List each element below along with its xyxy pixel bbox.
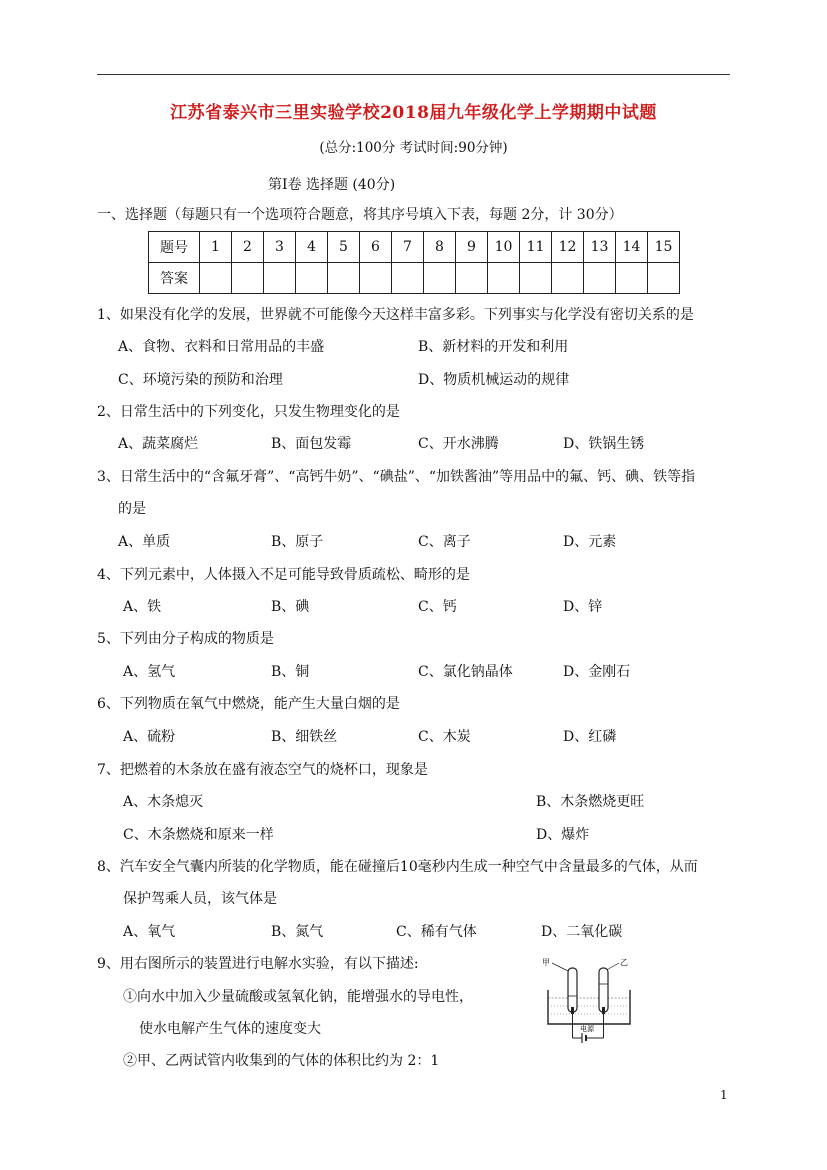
answer-cell[interactable] xyxy=(328,263,360,294)
question-number-cell: 4 xyxy=(296,232,328,263)
question-number-cell: 13 xyxy=(584,232,616,263)
option-c: C、环境污染的预防和治理 xyxy=(118,372,283,388)
answer-cell[interactable] xyxy=(584,263,616,294)
question-number-cell: 11 xyxy=(520,232,552,263)
table-row-label: 答案 xyxy=(149,263,200,294)
option-c: C、木条燃烧和原来一样 xyxy=(123,827,274,843)
question-number-cell: 1 xyxy=(200,232,232,263)
option-a: A、铁 xyxy=(123,599,162,615)
statement-1: ①向水中加入少量硫酸或氢氧化钠，能增强水的导电性， xyxy=(123,989,473,1005)
question-stem: 1、如果没有化学的发展，世界就不可能像今天这样丰富多彩。下列事实与化学没有密切关系的是 xyxy=(97,307,694,323)
tube-label-left: 甲 xyxy=(542,958,550,967)
answer-cell[interactable] xyxy=(616,263,648,294)
page-number: 1 xyxy=(720,1088,728,1102)
answer-cell[interactable] xyxy=(360,263,392,294)
question-number-cell: 3 xyxy=(264,232,296,263)
option-b: B、碘 xyxy=(271,599,310,615)
option-d: D、二氧化碳 xyxy=(541,924,623,940)
question-stem: 7、把燃着的木条放在盛有液态空气的烧杯口，现象是 xyxy=(97,762,428,778)
option-c: C、木炭 xyxy=(418,729,471,745)
section-heading: 第Ⅰ卷 选择题 (40分) xyxy=(268,177,396,193)
question-stem-continued: 的是 xyxy=(118,501,146,517)
option-c: C、氯化钠晶体 xyxy=(418,664,513,680)
question-number-cell: 6 xyxy=(360,232,392,263)
table-row xyxy=(149,232,680,263)
option-d: D、红磷 xyxy=(563,729,617,745)
question-number-cell: 5 xyxy=(328,232,360,263)
beaker xyxy=(548,990,630,1024)
option-a: A、食物、衣料和日常用品的丰盛 xyxy=(118,339,325,355)
option-b: B、铜 xyxy=(271,664,310,680)
option-a: A、单质 xyxy=(118,534,171,550)
question-stem: 9、用右图所示的装置进行电解水实验，有以下描述: xyxy=(97,956,419,972)
question-stem-continued: 保护驾乘人员，该气体是 xyxy=(123,891,277,907)
option-c: C、稀有气体 xyxy=(396,924,477,940)
option-a: A、氧气 xyxy=(123,924,176,940)
option-d: D、锌 xyxy=(563,599,603,615)
tube-label-right: 乙 xyxy=(620,958,628,967)
option-d: D、金刚石 xyxy=(563,664,631,680)
question-number-cell: 10 xyxy=(488,232,520,263)
option-c: C、开水沸腾 xyxy=(418,436,499,452)
answer-cell[interactable] xyxy=(552,263,584,294)
question-stem: 2、日常生活中的下列变化，只发生物理变化的是 xyxy=(97,404,400,420)
answer-cell[interactable] xyxy=(392,263,424,294)
answer-cell[interactable] xyxy=(424,263,456,294)
option-c: C、钙 xyxy=(418,599,457,615)
question-stem: 6、下列物质在氧气中燃烧，能产生大量白烟的是 xyxy=(97,696,400,712)
answer-cell[interactable] xyxy=(456,263,488,294)
answer-cell[interactable] xyxy=(264,263,296,294)
tube-left xyxy=(568,968,577,1012)
tube-right xyxy=(599,968,608,1012)
part-heading: 一、选择题（每题只有一个选项符合题意，将其序号填入下表，每题 2分，计 30分） xyxy=(97,207,623,223)
option-b: B、原子 xyxy=(271,534,324,550)
page-title: 江苏省泰兴市三里实验学校2018届九年级化学上学期期中试题 xyxy=(170,103,657,123)
answer-cell[interactable] xyxy=(488,263,520,294)
question-number-cell: 9 xyxy=(456,232,488,263)
answer-cell[interactable] xyxy=(200,263,232,294)
question-stem: 5、下列由分子构成的物质是 xyxy=(97,631,274,647)
option-d: D、物质机械运动的规律 xyxy=(418,372,570,388)
question-number-cell: 7 xyxy=(392,232,424,263)
option-b: B、细铁丝 xyxy=(271,729,338,745)
option-a: A、氢气 xyxy=(123,664,176,680)
exam-info: (总分:100分 考试时间:90分钟) xyxy=(319,140,508,156)
statement-2: ②甲、乙两试管内收集到的气体的体积比约为 2：1 xyxy=(123,1053,440,1069)
answer-cell[interactable] xyxy=(648,263,680,294)
question-number-cell: 15 xyxy=(648,232,680,263)
table-row-label: 题号 xyxy=(149,232,200,263)
header-rule xyxy=(97,74,730,75)
option-c: C、离子 xyxy=(418,534,471,550)
option-d: D、爆炸 xyxy=(536,827,590,843)
option-b: B、木条燃烧更旺 xyxy=(536,794,645,810)
answer-table xyxy=(148,231,680,294)
electrolysis-apparatus-figure xyxy=(540,952,640,1052)
question-stem: 3、日常生活中的“含氟牙膏”、“高钙牛奶”、“碘盐”、“加铁酱油”等用品中的氟、钙、碘、铁等指 xyxy=(97,469,696,485)
power-label: 电源 xyxy=(580,1025,594,1033)
question-number-cell: 12 xyxy=(552,232,584,263)
option-b: B、氮气 xyxy=(271,924,324,940)
answer-cell[interactable] xyxy=(296,263,328,294)
option-b: B、新材料的开发和利用 xyxy=(418,339,569,355)
question-number-cell: 2 xyxy=(232,232,264,263)
option-a: A、蔬菜腐烂 xyxy=(118,436,199,452)
answer-cell[interactable] xyxy=(520,263,552,294)
option-d: D、铁锅生锈 xyxy=(563,436,645,452)
option-a: A、硫粉 xyxy=(123,729,176,745)
option-d: D、元素 xyxy=(563,534,617,550)
question-stem: 4、下列元素中，人体摄入不足可能导致骨质疏松、畸形的是 xyxy=(97,567,470,583)
question-number-cell: 14 xyxy=(616,232,648,263)
question-number-cell: 8 xyxy=(424,232,456,263)
option-b: B、面包发霉 xyxy=(271,436,352,452)
statement-1-continued: 使水电解产生气体的速度变大 xyxy=(139,1021,321,1037)
answer-cell[interactable] xyxy=(232,263,264,294)
question-stem: 8、汽车安全气囊内所装的化学物质，能在碰撞后10毫秒内生成一种空气中含量最多的气体，从而 xyxy=(97,859,698,875)
table-row xyxy=(149,263,680,294)
option-a: A、木条熄灭 xyxy=(123,794,204,810)
